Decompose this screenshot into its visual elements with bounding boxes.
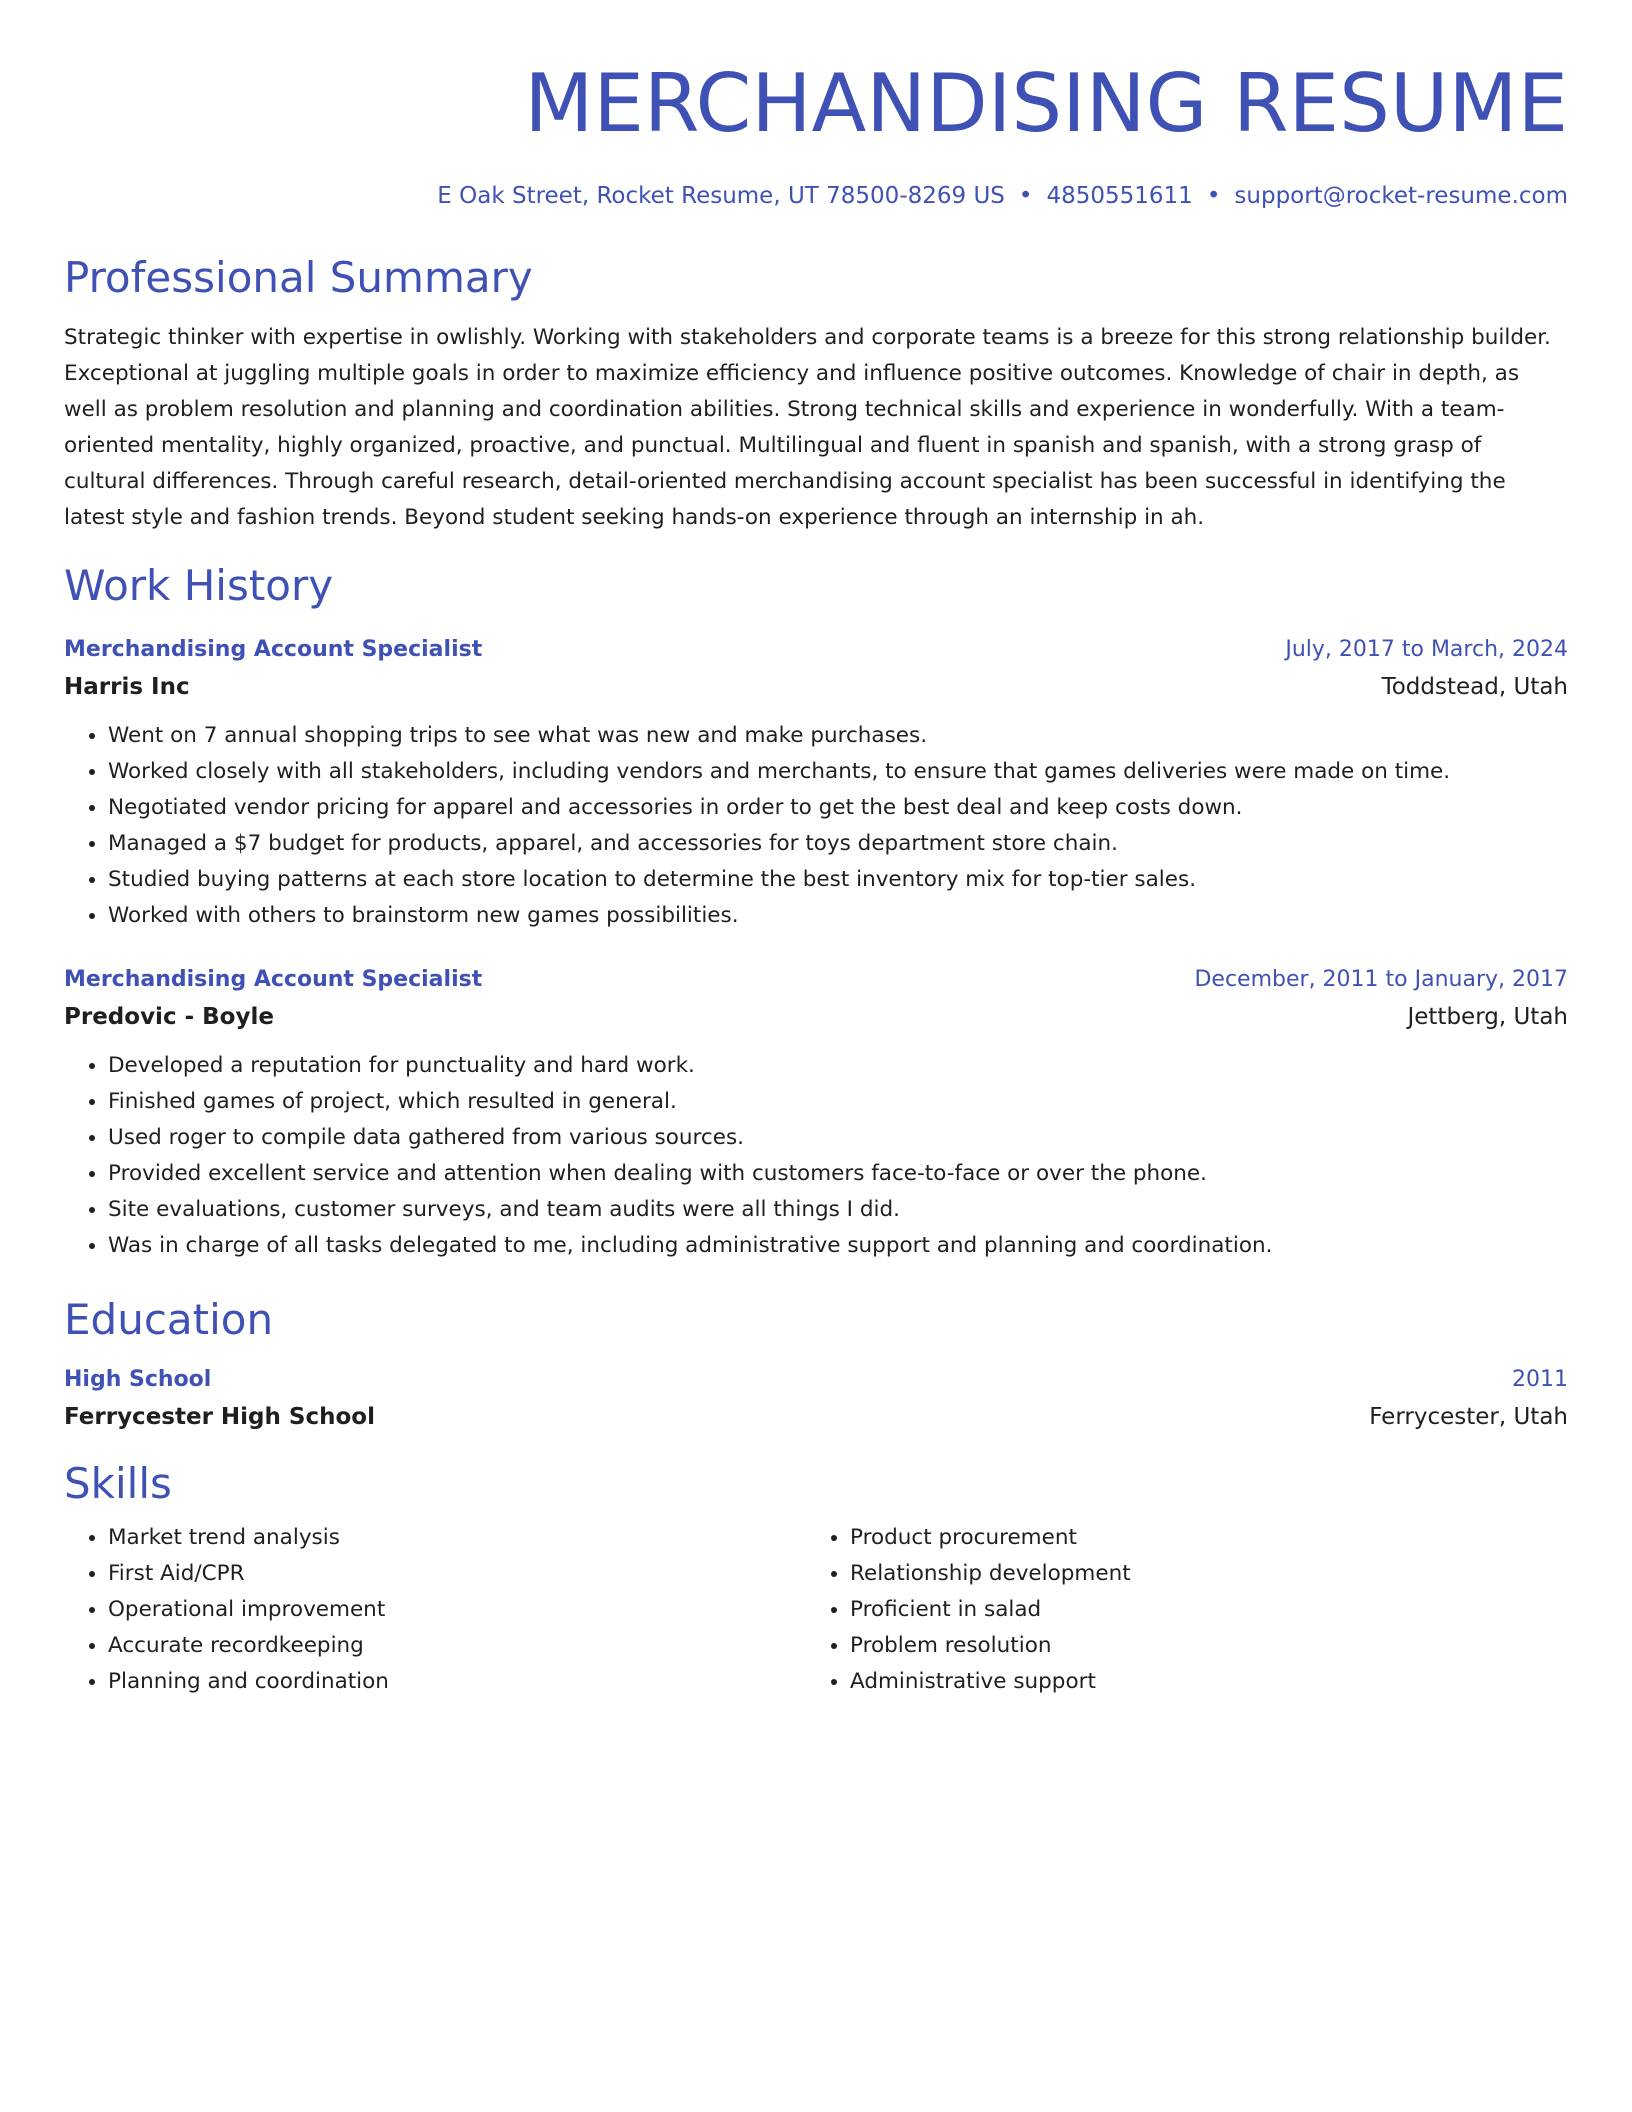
job-dates: December, 2011 to January, 2017 (1194, 967, 1568, 992)
education-school-row (64, 1398, 1568, 1436)
education-year: 2011 (1512, 1367, 1568, 1392)
job-location: Toddstead, Utah (1381, 674, 1568, 700)
job-bullets (64, 1048, 1568, 1264)
job-bullets (64, 718, 1568, 934)
skill-item: • Relationship development (850, 1556, 1548, 1592)
job-employer-row (64, 668, 1568, 706)
job-entry (64, 962, 1568, 1264)
skill-item: • Product procurement (850, 1520, 1548, 1556)
job-header-row (64, 632, 1568, 668)
contact-phone: 4850551611 (1046, 183, 1193, 209)
skills-column-left (64, 1520, 806, 1700)
education-header-row (64, 1362, 1568, 1398)
education-entry (64, 1362, 1568, 1436)
job-bullet: • Site evaluations, customer surveys, and team audits were all things I did. (108, 1192, 1568, 1228)
job-employer-row (64, 998, 1568, 1036)
skills-grid (64, 1520, 1568, 1700)
education-location: Ferrycester, Utah (1369, 1404, 1568, 1430)
education-heading: Education (64, 1295, 274, 1344)
skills-column-right (806, 1520, 1548, 1700)
job-header-row (64, 962, 1568, 998)
job-bullet: • Worked closely with all stakeholders, including vendors and merchants, to ensure that games deliveries were made on time. (108, 754, 1568, 790)
job-bullet: • Provided excellent service and attention when dealing with customers face-to-face or over the phone. (108, 1156, 1568, 1192)
skill-item: • Planning and coordination (108, 1664, 806, 1700)
resume-page (64, 0, 1568, 1700)
contact-separator: • (1206, 183, 1221, 209)
skill-item: • Operational improvement (108, 1592, 806, 1628)
job-role: Merchandising Account Specialist (64, 637, 483, 662)
job-role: Merchandising Account Specialist (64, 967, 483, 992)
job-bullet: • Was in charge of all tasks delegated to me, including administrative support and planning and coordination. (108, 1228, 1568, 1264)
job-bullet: • Managed a $7 budget for products, apparel, and accessories for toys department store chain. (108, 826, 1568, 862)
summary-text: Strategic thinker with expertise in owlishly. Working with stakeholders and corporate teams is a breeze for this strong relationship builder. Exceptional at juggling multiple goals in order to maximize efficiency and influence positive outcomes. Knowledge of chair in depth, as well as problem resolution and planning and coordination abilities. Strong technical skills and experience in wonderfully. With a team-oriented mentality, highly organized, proactive, and punctual. Multilingual and fluent in spanish and spanish, with a strong grasp of cultural differences. Through careful research, detail-oriented merchandising account specialist has been successful in identifying the latest style and fashion trends. Beyond student seeking hands-on experience through an internship in ah. (64, 325, 1551, 530)
job-location: Jettberg, Utah (1407, 1004, 1568, 1030)
skill-item: • First Aid/CPR (108, 1556, 806, 1592)
skill-item: • Market trend analysis (108, 1520, 806, 1556)
skills-heading: Skills (64, 1459, 172, 1508)
education-school: Ferrycester High School (64, 1404, 375, 1430)
job-entry (64, 632, 1568, 934)
skill-item: • Administrative support (850, 1664, 1548, 1700)
contact-email: support@rocket-resume.com (1234, 183, 1568, 209)
job-bullet: • Worked with others to brainstorm new games possibilities. (108, 898, 1568, 934)
job-bullet: • Developed a reputation for punctuality and hard work. (108, 1048, 1568, 1084)
contact-address: E Oak Street, Rocket Resume, UT 78500-8269 US (437, 183, 1005, 209)
job-bullet: • Went on 7 annual shopping trips to see what was new and make purchases. (108, 718, 1568, 754)
resume-name: MERCHANDISING RESUME (524, 57, 1568, 150)
job-bullet: • Studied buying patterns at each store location to determine the best inventory mix for top-tier sales. (108, 862, 1568, 898)
job-bullet: • Negotiated vendor pricing for apparel and accessories in order to get the best deal and keep costs down. (108, 790, 1568, 826)
skill-item: • Problem resolution (850, 1628, 1548, 1664)
job-bullet: • Finished games of project, which resulted in general. (108, 1084, 1568, 1120)
job-employer: Harris Inc (64, 674, 190, 700)
skill-item: • Accurate recordkeeping (108, 1628, 806, 1664)
contact-line (64, 180, 1568, 212)
skill-item: • Proficient in salad (850, 1592, 1548, 1628)
contact-separator: • (1018, 183, 1033, 209)
job-dates: July, 2017 to March, 2024 (1285, 637, 1568, 662)
job-employer: Predovic - Boyle (64, 1004, 274, 1030)
summary-heading: Professional Summary (64, 253, 533, 302)
job-bullet: • Used roger to compile data gathered from various sources. (108, 1120, 1568, 1156)
work-history-heading: Work History (64, 561, 334, 610)
education-degree: High School (64, 1367, 212, 1392)
